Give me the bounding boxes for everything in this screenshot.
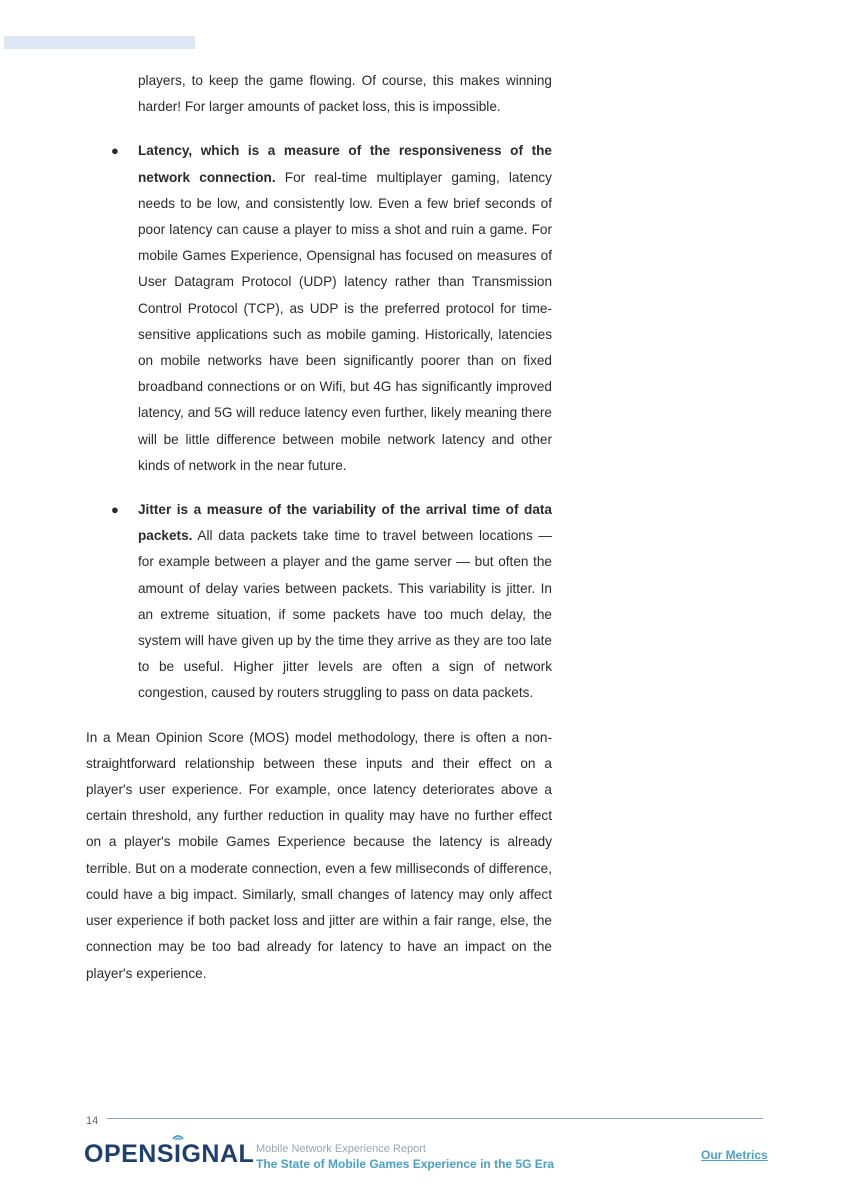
bullet-dot-icon: ●: [111, 143, 119, 159]
page-number: 14: [86, 1115, 99, 1127]
logo-suffix: GNAL: [181, 1140, 255, 1168]
bullet-latency-text: For real-time multiplayer gaming, latency needs to be low, and consistently low. Even a few brief seconds of poor latency can cause a player to miss a shot and ruin a game. For mobile Games Experience, Opensignal has focused on measures of User Datagram Protocol (UDP) latency rather than Transmission Control Protocol (TCP), as UDP is the preferred protocol for time-sensitive applications such as mobile gaming. Historically, latencies on mobile networks have been significantly poorer than on fixed broadband connections or on Wifi, but 4G has significantly improved latency, and 5G will reduce latency even further, likely meaning there will be little difference between mobile network latency and other kinds of network in the near future.: [138, 169, 552, 473]
mos-paragraph: In a Mean Opinion Score (MOS) model methodology, there is often a non-straightforward relationship between these inputs and their effect on a player's user experience. For example, once latency deteriorates above a certain threshold, any further reduction in quality may have no further effect on a player's mobile Games Experience because the latency is already terrible. But on a moderate connection, even a few milliseconds of difference, could have a big impact. Similarly, small changes of latency may only affect user experience if both packet loss and jitter are within a fair range, else, the connection may be too bad already for latency to have an impact on the player's experience.: [86, 729, 552, 981]
logo-i: I: [174, 1140, 181, 1169]
our-metrics-link[interactable]: Our Metrics: [701, 1148, 768, 1162]
report-subtitle: The State of Mobile Games Experience in the 5G Era: [256, 1157, 555, 1171]
bullet-jitter-lead: Jitter is a measure of the variability of the arrival time of data packets.: [138, 502, 552, 544]
bullet-jitter: [86, 497, 552, 707]
page-body: [86, 68, 552, 987]
continuation-paragraph: players, to keep the game flowing. Of course, this makes winning harder! For larger amounts of packet loss, this is impossible.: [138, 73, 552, 115]
header-bar: [4, 36, 195, 49]
signal-icon: [171, 1132, 185, 1141]
logo-prefix: OPENS: [84, 1140, 175, 1168]
bullet-jitter-text: All data packets take time to travel between locations — for example between a player and the game server — but often the amount of delay varies between packets. This variability is jitter. In an extreme situation, if some packets have too much delay, the system will have given up by the time they arrive as they are too late to be useful. Higher jitter levels are often a sign of network congestion, caused by routers struggling to pass on data packets.: [138, 528, 552, 701]
opensignal-logo: [84, 1140, 254, 1169]
report-title: Mobile Network Experience Report: [256, 1143, 426, 1155]
bullet-latency-lead: Latency, which is a measure of the responsiveness of the network connection.: [138, 143, 552, 185]
footer-divider: [107, 1118, 763, 1119]
bullet-dot-icon: ●: [111, 502, 119, 518]
bullet-latency: [86, 138, 552, 479]
